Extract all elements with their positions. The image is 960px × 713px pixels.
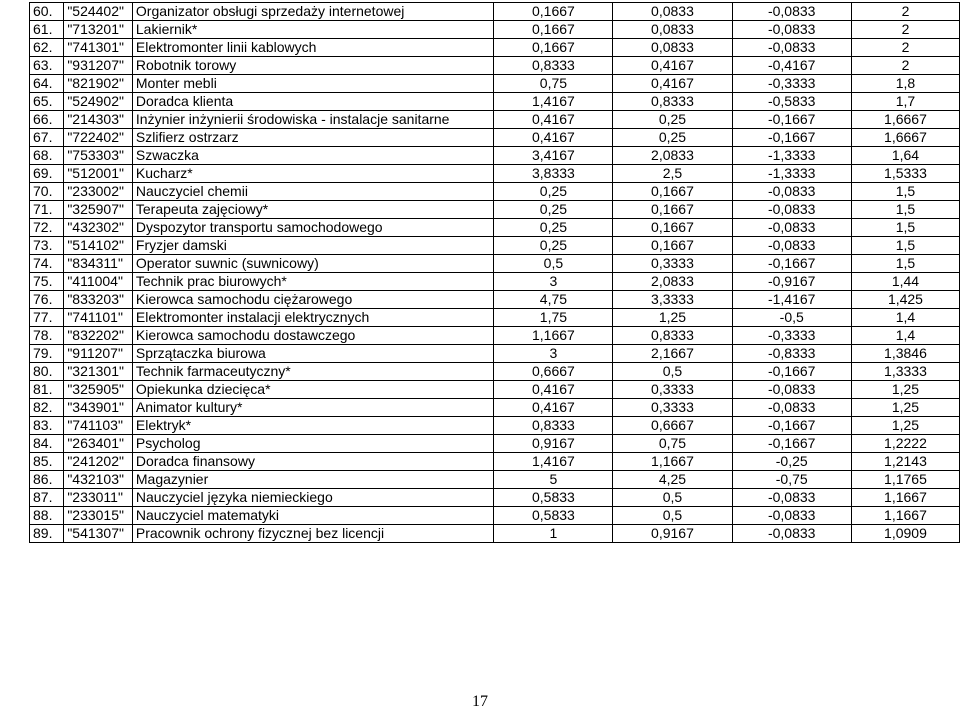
table-row xyxy=(30,399,960,417)
row-number-cell: 63. xyxy=(30,57,64,75)
value-3-cell: -0,0833 xyxy=(732,381,851,399)
row-number-cell: 72. xyxy=(30,219,64,237)
value-2-cell: 0,4167 xyxy=(613,57,732,75)
occupation-code-cell: "832202" xyxy=(64,327,133,345)
value-2-cell: 0,1667 xyxy=(613,219,732,237)
table-row xyxy=(30,381,960,399)
occupation-name-cell: Organizator obsługi sprzedaży internetowej xyxy=(132,3,493,21)
value-1-cell: 5 xyxy=(494,471,613,489)
table-row xyxy=(30,57,960,75)
row-number-cell: 81. xyxy=(30,381,64,399)
table-row xyxy=(30,183,960,201)
table-row xyxy=(30,507,960,525)
occupation-name-cell: Elektryk* xyxy=(132,417,493,435)
value-3-cell: -0,0833 xyxy=(732,525,851,543)
occupation-code-cell: "753303" xyxy=(64,147,133,165)
value-1-cell: 1,4167 xyxy=(494,453,613,471)
value-2-cell: 0,0833 xyxy=(613,21,732,39)
value-1-cell: 0,4167 xyxy=(494,111,613,129)
row-number-cell: 60. xyxy=(30,3,64,21)
value-2-cell: 0,0833 xyxy=(613,39,732,57)
row-number-cell: 67. xyxy=(30,129,64,147)
value-2-cell: 2,0833 xyxy=(613,273,732,291)
occupation-code-cell: "524902" xyxy=(64,93,133,111)
value-3-cell: -0,0833 xyxy=(732,489,851,507)
value-4-cell: 1,3846 xyxy=(851,345,959,363)
occupation-name-cell: Dyspozytor transportu samochodowego xyxy=(132,219,493,237)
value-1-cell: 0,5833 xyxy=(494,489,613,507)
occupation-name-cell: Sprzątaczka biurowa xyxy=(132,345,493,363)
value-4-cell: 2 xyxy=(851,21,959,39)
value-2-cell: 1,1667 xyxy=(613,453,732,471)
value-3-cell: -0,25 xyxy=(732,453,851,471)
occupation-code-cell: "524402" xyxy=(64,3,133,21)
occupation-name-cell: Technik prac biurowych* xyxy=(132,273,493,291)
row-number-cell: 73. xyxy=(30,237,64,255)
value-4-cell: 1,25 xyxy=(851,417,959,435)
value-4-cell: 1,4 xyxy=(851,327,959,345)
value-1-cell: 0,8333 xyxy=(494,57,613,75)
value-1-cell: 1 xyxy=(494,525,613,543)
occupation-code-cell: "241202" xyxy=(64,453,133,471)
table-row xyxy=(30,93,960,111)
value-2-cell: 0,75 xyxy=(613,435,732,453)
page-number: 17 xyxy=(472,693,488,710)
occupation-name-cell: Doradca finansowy xyxy=(132,453,493,471)
value-3-cell: -0,9167 xyxy=(732,273,851,291)
row-number-cell: 76. xyxy=(30,291,64,309)
table-row xyxy=(30,111,960,129)
occupation-code-cell: "411004" xyxy=(64,273,133,291)
occupation-code-cell: "325907" xyxy=(64,201,133,219)
value-3-cell: -0,8333 xyxy=(732,345,851,363)
value-4-cell: 1,3333 xyxy=(851,363,959,381)
value-4-cell: 1,2143 xyxy=(851,453,959,471)
value-1-cell: 0,5 xyxy=(494,255,613,273)
value-4-cell: 1,8 xyxy=(851,75,959,93)
value-2-cell: 1,25 xyxy=(613,309,732,327)
row-number-cell: 62. xyxy=(30,39,64,57)
table-row xyxy=(30,453,960,471)
table-row xyxy=(30,363,960,381)
row-number-cell: 87. xyxy=(30,489,64,507)
value-3-cell: -0,0833 xyxy=(732,183,851,201)
occupation-name-cell: Nauczyciel języka niemieckiego xyxy=(132,489,493,507)
occupation-code-cell: "512001" xyxy=(64,165,133,183)
table-row xyxy=(30,201,960,219)
occupation-code-cell: "233011" xyxy=(64,489,133,507)
occupation-name-cell: Kierowca samochodu dostawczego xyxy=(132,327,493,345)
row-number-cell: 61. xyxy=(30,21,64,39)
value-2-cell: 3,3333 xyxy=(613,291,732,309)
value-1-cell: 1,75 xyxy=(494,309,613,327)
table-row xyxy=(30,471,960,489)
row-number-cell: 89. xyxy=(30,525,64,543)
table-row xyxy=(30,237,960,255)
row-number-cell: 70. xyxy=(30,183,64,201)
table-row xyxy=(30,129,960,147)
occupation-code-cell: "321301" xyxy=(64,363,133,381)
occupation-code-cell: "833203" xyxy=(64,291,133,309)
occupation-code-cell: "343901" xyxy=(64,399,133,417)
value-2-cell: 0,9167 xyxy=(613,525,732,543)
value-2-cell: 0,5 xyxy=(613,507,732,525)
value-4-cell: 1,5 xyxy=(851,255,959,273)
value-3-cell: -1,4167 xyxy=(732,291,851,309)
occupation-name-cell: Nauczyciel chemii xyxy=(132,183,493,201)
value-1-cell: 3 xyxy=(494,273,613,291)
value-2-cell: 0,1667 xyxy=(613,237,732,255)
value-3-cell: -0,0833 xyxy=(732,237,851,255)
value-3-cell: -0,5 xyxy=(732,309,851,327)
value-1-cell: 3,4167 xyxy=(494,147,613,165)
occupation-code-cell: "741301" xyxy=(64,39,133,57)
value-1-cell: 4,75 xyxy=(494,291,613,309)
value-2-cell: 0,8333 xyxy=(613,327,732,345)
value-1-cell: 0,8333 xyxy=(494,417,613,435)
table-row xyxy=(30,327,960,345)
value-2-cell: 2,0833 xyxy=(613,147,732,165)
occupation-code-cell: "432103" xyxy=(64,471,133,489)
occupation-name-cell: Animator kultury* xyxy=(132,399,493,417)
table-row xyxy=(30,147,960,165)
table-row xyxy=(30,417,960,435)
row-number-cell: 75. xyxy=(30,273,64,291)
table-row xyxy=(30,75,960,93)
table-row xyxy=(30,291,960,309)
value-3-cell: -0,4167 xyxy=(732,57,851,75)
value-4-cell: 2 xyxy=(851,39,959,57)
row-number-cell: 65. xyxy=(30,93,64,111)
row-number-cell: 66. xyxy=(30,111,64,129)
value-2-cell: 0,5 xyxy=(613,489,732,507)
occupation-code-cell: "821902" xyxy=(64,75,133,93)
value-1-cell: 0,6667 xyxy=(494,363,613,381)
value-3-cell: -0,0833 xyxy=(732,3,851,21)
occupation-name-cell: Nauczyciel matematyki xyxy=(132,507,493,525)
row-number-cell: 64. xyxy=(30,75,64,93)
value-4-cell: 1,44 xyxy=(851,273,959,291)
occupation-name-cell: Technik farmaceutyczny* xyxy=(132,363,493,381)
value-1-cell: 0,75 xyxy=(494,75,613,93)
value-4-cell: 1,5333 xyxy=(851,165,959,183)
value-4-cell: 1,6667 xyxy=(851,129,959,147)
value-2-cell: 0,4167 xyxy=(613,75,732,93)
row-number-cell: 79. xyxy=(30,345,64,363)
occupation-code-cell: "741103" xyxy=(64,417,133,435)
occupation-name-cell: Kierowca samochodu ciężarowego xyxy=(132,291,493,309)
occupation-name-cell: Lakiernik* xyxy=(132,21,493,39)
occupation-name-cell: Operator suwnic (suwnicowy) xyxy=(132,255,493,273)
value-2-cell: 4,25 xyxy=(613,471,732,489)
value-1-cell: 3 xyxy=(494,345,613,363)
row-number-cell: 86. xyxy=(30,471,64,489)
value-1-cell: 0,25 xyxy=(494,183,613,201)
occupation-code-cell: "834311" xyxy=(64,255,133,273)
occupation-name-cell: Opiekunka dziecięca* xyxy=(132,381,493,399)
value-3-cell: -0,1667 xyxy=(732,435,851,453)
value-4-cell: 1,64 xyxy=(851,147,959,165)
occupation-name-cell: Szlifierz ostrzarz xyxy=(132,129,493,147)
occupation-name-cell: Fryzjer damski xyxy=(132,237,493,255)
value-2-cell: 0,25 xyxy=(613,111,732,129)
value-3-cell: -0,0833 xyxy=(732,219,851,237)
row-number-cell: 85. xyxy=(30,453,64,471)
value-4-cell: 1,5 xyxy=(851,237,959,255)
occupation-name-cell: Kucharz* xyxy=(132,165,493,183)
occupations-table xyxy=(29,2,960,543)
value-4-cell: 1,425 xyxy=(851,291,959,309)
value-3-cell: -1,3333 xyxy=(732,165,851,183)
value-4-cell: 1,6667 xyxy=(851,111,959,129)
value-3-cell: -0,0833 xyxy=(732,507,851,525)
table-row xyxy=(30,165,960,183)
value-3-cell: -1,3333 xyxy=(732,147,851,165)
value-4-cell: 1,5 xyxy=(851,183,959,201)
value-3-cell: -0,0833 xyxy=(732,201,851,219)
value-1-cell: 0,1667 xyxy=(494,3,613,21)
value-3-cell: -0,0833 xyxy=(732,21,851,39)
table-body xyxy=(30,3,960,543)
table-row xyxy=(30,345,960,363)
value-3-cell: -0,0833 xyxy=(732,39,851,57)
value-1-cell: 0,4167 xyxy=(494,129,613,147)
value-2-cell: 2,5 xyxy=(613,165,732,183)
occupation-name-cell: Monter mebli xyxy=(132,75,493,93)
occupation-name-cell: Elektromonter instalacji elektrycznych xyxy=(132,309,493,327)
row-number-cell: 80. xyxy=(30,363,64,381)
value-2-cell: 0,3333 xyxy=(613,399,732,417)
value-1-cell: 0,25 xyxy=(494,201,613,219)
value-4-cell: 1,25 xyxy=(851,399,959,417)
value-3-cell: -0,3333 xyxy=(732,327,851,345)
occupation-name-cell: Szwaczka xyxy=(132,147,493,165)
occupation-name-cell: Doradca klienta xyxy=(132,93,493,111)
value-3-cell: -0,75 xyxy=(732,471,851,489)
value-1-cell: 0,9167 xyxy=(494,435,613,453)
table-row xyxy=(30,219,960,237)
value-4-cell: 1,5 xyxy=(851,201,959,219)
occupation-code-cell: "325905" xyxy=(64,381,133,399)
row-number-cell: 78. xyxy=(30,327,64,345)
value-4-cell: 2 xyxy=(851,57,959,75)
value-2-cell: 0,3333 xyxy=(613,255,732,273)
value-1-cell: 0,1667 xyxy=(494,21,613,39)
value-3-cell: -0,1667 xyxy=(732,363,851,381)
value-1-cell: 0,4167 xyxy=(494,399,613,417)
value-1-cell: 0,5833 xyxy=(494,507,613,525)
value-1-cell: 3,8333 xyxy=(494,165,613,183)
value-2-cell: 0,1667 xyxy=(613,183,732,201)
occupation-name-cell: Inżynier inżynierii środowiska - instalacje sanitarne xyxy=(132,111,493,129)
value-2-cell: 0,25 xyxy=(613,129,732,147)
value-3-cell: -0,1667 xyxy=(732,255,851,273)
value-4-cell: 1,1765 xyxy=(851,471,959,489)
table-row xyxy=(30,525,960,543)
row-number-cell: 77. xyxy=(30,309,64,327)
row-number-cell: 84. xyxy=(30,435,64,453)
table-row xyxy=(30,309,960,327)
value-4-cell: 2 xyxy=(851,3,959,21)
occupation-code-cell: "233002" xyxy=(64,183,133,201)
value-2-cell: 0,8333 xyxy=(613,93,732,111)
occupation-name-cell: Pracownik ochrony fizycznej bez licencji xyxy=(132,525,493,543)
occupation-code-cell: "233015" xyxy=(64,507,133,525)
table-row xyxy=(30,435,960,453)
occupation-name-cell: Elektromonter linii kablowych xyxy=(132,39,493,57)
row-number-cell: 88. xyxy=(30,507,64,525)
row-number-cell: 69. xyxy=(30,165,64,183)
value-2-cell: 0,0833 xyxy=(613,3,732,21)
value-1-cell: 1,4167 xyxy=(494,93,613,111)
value-2-cell: 0,1667 xyxy=(613,201,732,219)
occupation-code-cell: "931207" xyxy=(64,57,133,75)
value-3-cell: -0,1667 xyxy=(732,417,851,435)
value-1-cell: 0,4167 xyxy=(494,381,613,399)
table-row xyxy=(30,489,960,507)
occupation-code-cell: "263401" xyxy=(64,435,133,453)
value-2-cell: 0,5 xyxy=(613,363,732,381)
table-row xyxy=(30,273,960,291)
value-3-cell: -0,1667 xyxy=(732,111,851,129)
occupation-code-cell: "432302" xyxy=(64,219,133,237)
value-4-cell: 1,2222 xyxy=(851,435,959,453)
row-number-cell: 74. xyxy=(30,255,64,273)
occupation-code-cell: "722402" xyxy=(64,129,133,147)
occupation-code-cell: "514102" xyxy=(64,237,133,255)
occupation-code-cell: "214303" xyxy=(64,111,133,129)
occupation-code-cell: "741101" xyxy=(64,309,133,327)
occupation-code-cell: "911207" xyxy=(64,345,133,363)
occupation-code-cell: "541307" xyxy=(64,525,133,543)
table-row xyxy=(30,21,960,39)
value-1-cell: 0,25 xyxy=(494,219,613,237)
value-4-cell: 1,1667 xyxy=(851,489,959,507)
value-4-cell: 1,25 xyxy=(851,381,959,399)
table-row xyxy=(30,39,960,57)
row-number-cell: 83. xyxy=(30,417,64,435)
value-2-cell: 2,1667 xyxy=(613,345,732,363)
occupation-code-cell: "713201" xyxy=(64,21,133,39)
value-1-cell: 0,1667 xyxy=(494,39,613,57)
occupation-name-cell: Magazynier xyxy=(132,471,493,489)
value-3-cell: -0,0833 xyxy=(732,399,851,417)
value-4-cell: 1,1667 xyxy=(851,507,959,525)
value-1-cell: 1,1667 xyxy=(494,327,613,345)
value-4-cell: 1,0909 xyxy=(851,525,959,543)
value-3-cell: -0,5833 xyxy=(732,93,851,111)
table-row xyxy=(30,255,960,273)
row-number-cell: 82. xyxy=(30,399,64,417)
table-row xyxy=(30,3,960,21)
occupation-name-cell: Psycholog xyxy=(132,435,493,453)
row-number-cell: 71. xyxy=(30,201,64,219)
value-3-cell: -0,3333 xyxy=(732,75,851,93)
value-3-cell: -0,1667 xyxy=(732,129,851,147)
value-1-cell: 0,25 xyxy=(494,237,613,255)
value-4-cell: 1,5 xyxy=(851,219,959,237)
value-4-cell: 1,7 xyxy=(851,93,959,111)
value-2-cell: 0,6667 xyxy=(613,417,732,435)
row-number-cell: 68. xyxy=(30,147,64,165)
value-2-cell: 0,3333 xyxy=(613,381,732,399)
value-4-cell: 1,4 xyxy=(851,309,959,327)
occupation-name-cell: Robotnik torowy xyxy=(132,57,493,75)
occupation-name-cell: Terapeuta zajęciowy* xyxy=(132,201,493,219)
